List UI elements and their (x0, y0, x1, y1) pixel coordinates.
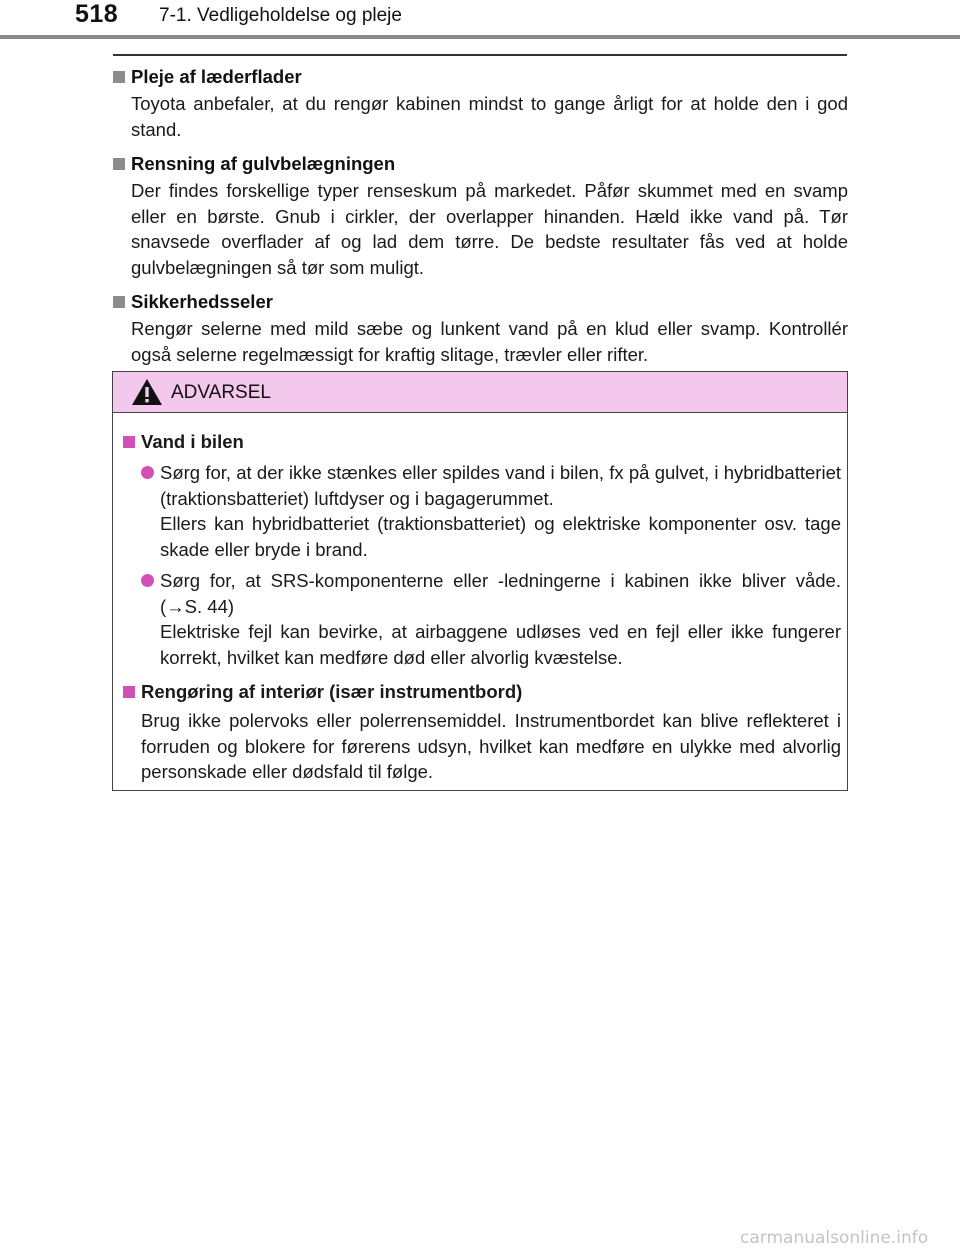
chapter-title: 7-1. Vedligeholdelse og pleje (159, 5, 402, 26)
warning-section-water (123, 430, 841, 670)
warning-header (113, 372, 847, 413)
section-heading: Sikkerhedsseler (113, 290, 848, 314)
section-floor-cleaning (113, 152, 848, 280)
warning-box (112, 371, 848, 791)
list-item: Sørg for, at SRS-komponenterne eller -ledningerne i kabinen ikke bliver våde. (→S. 44) Elektriske fejl kan bevirke, at airbaggene udløses ved en fejl eller ikke fungerer korrekt, hvilket kan medføre død eller alvorlig kvæstelse. (123, 568, 841, 670)
list-item: Sørg for, at der ikke stænkes eller spildes vand i bilen, fx på gulvet, i hybridbatteriet (traktionsbatteriet) luftdyser og i bagagerummet. Ellers kan hybridbatteriet (traktionsbatteriet) og elektriske komponenter osv. tage skade eller bryde i brand. (123, 460, 841, 562)
warning-section-interior (123, 680, 841, 785)
warning-body (123, 430, 841, 795)
page-header (0, 0, 960, 40)
section-heading: Rensning af gulvbelægningen (113, 152, 848, 176)
warning-section-heading: Rengøring af interiør (især instrumentbord) (123, 680, 841, 704)
square-bullet-icon (113, 158, 125, 170)
section-text: Der findes forskellige typer renseskum på markedet. Påfør skummet med en svamp eller en børste. Gnub i cirkler, der overlapper hinanden. Hæld ikke vand på. Tør snavsede overflader af og lad dem tørre. De bedste resultater fås ved at holde gulvbelægningen så tør som muligt. (131, 180, 848, 278)
square-bullet-icon (123, 436, 135, 448)
section-text: Toyota anbefaler, at du rengør kabinen mindst to gange årligt for at holde den i god stand. (131, 93, 848, 140)
watermark: carmanualsonline.info (740, 1228, 929, 1248)
warning-section-heading: Vand i bilen (123, 430, 841, 454)
section-seatbelts (113, 290, 848, 367)
warning-title: ADVARSEL (171, 382, 271, 403)
round-bullet-icon (141, 574, 154, 587)
square-bullet-icon (113, 71, 125, 83)
main-content (113, 65, 848, 377)
square-bullet-icon (123, 686, 135, 698)
section-leather-care (113, 65, 848, 142)
square-bullet-icon (113, 296, 125, 308)
round-bullet-icon (141, 466, 154, 479)
page-number: 518 (75, 0, 119, 28)
content-top-divider (113, 54, 847, 56)
header-divider (0, 35, 960, 39)
warning-section-text: Brug ikke polervoks eller polerrensemiddel. Instrumentbordet kan blive reflekteret i forruden og blokere for førerens udsyn, hvilket kan medføre en ulykke med alvorlig personskade eller dødsfald til følge. (141, 710, 841, 782)
section-heading: Pleje af læderflader (113, 65, 848, 89)
warning-triangle-icon (131, 377, 163, 407)
section-text: Rengør selerne med mild sæbe og lunkent vand på en klud eller svamp. Kontrollér også selerne regelmæssigt for kraftig slitage, trævler eller rifter. (131, 318, 848, 365)
